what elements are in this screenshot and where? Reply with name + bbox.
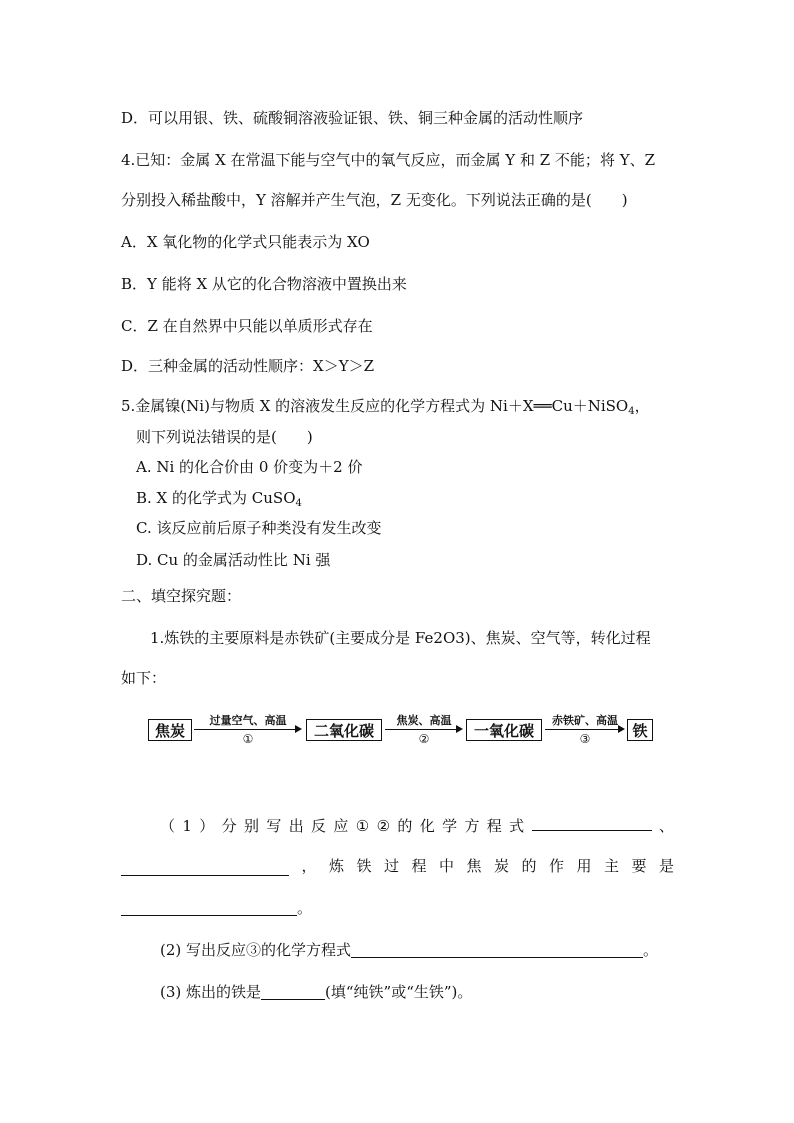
s2-q1-line2: 如下： bbox=[121, 669, 167, 687]
flow-box-co: 一氧化碳 bbox=[466, 719, 542, 741]
flow-box-co2: 二氧化碳 bbox=[306, 719, 382, 741]
flow-box-coke: 焦炭 bbox=[148, 719, 192, 741]
answer-blank-coke-role[interactable] bbox=[121, 901, 297, 916]
q4-option-b: B．Y 能将 X 从它的化合物溶液中置换出来 bbox=[121, 275, 407, 293]
sub-q3: (3) 炼出的铁是 (填“纯铁”或“生铁”)。 bbox=[160, 983, 473, 1001]
sub-q1-line3: 。 bbox=[121, 898, 312, 918]
answer-blank-reaction2[interactable] bbox=[121, 861, 289, 876]
flow-box-iron: 铁 bbox=[627, 719, 653, 741]
q4-option-a: A．X 氧化物的化学式只能表示为 XO bbox=[121, 233, 370, 251]
q4-stem-line2: 分别投入稀盐酸中，Y 溶解并产生气泡，Z 无变化。下列说法正确的是( ) bbox=[121, 191, 628, 209]
q4-stem-line1: 4.已知：金属 X 在常温下能与空气中的氧气反应，而金属 Y 和 Z 不能；将 Y、Z bbox=[121, 151, 656, 169]
q4-option-d: D．三种金属的活动性顺序：X＞Y＞Z bbox=[121, 357, 375, 375]
sub-q2: (2) 写出反应③的化学方程式 。 bbox=[160, 941, 659, 959]
sub-q1-line1: （ 1 ） 分 别 写 出 反 应 ① ② 的 化 学 方 程 式 、 bbox=[160, 817, 674, 835]
q5-option-d: D. Cu 的金属活动性比 Ni 强 bbox=[136, 551, 331, 569]
answer-blank-reaction3[interactable] bbox=[351, 943, 643, 958]
answer-blank-iron-type[interactable] bbox=[261, 985, 325, 1000]
q3-option-d: D．可以用银、铁、硫酸铜溶液验证银、铁、铜三种金属的活动性顺序 bbox=[121, 109, 584, 127]
q5-option-b: B. X 的化学式为 CuSO$_4$ bbox=[136, 489, 302, 509]
q4-option-c: C．Z 在自然界中只能以单质形式存在 bbox=[121, 317, 373, 335]
q5-stem-line1: 5.金属镍(Ni)与物质 X 的溶液发生反应的化学方程式为 Ni＋X══Cu＋NiSO$_4$， bbox=[121, 397, 650, 417]
section2-heading: 二、填空探究题： bbox=[121, 587, 242, 605]
s2-q1-line1: 1.炼铁的主要原料是赤铁矿(主要成分是 Fe2O3)、焦炭、空气等，转化过程 bbox=[150, 629, 651, 647]
ironmaking-flow-diagram: 焦炭 过量空气、高温 ① 二氧化碳 焦炭、高温 ② 一氧化碳 赤铁矿、高温 ③ 铁 bbox=[148, 712, 653, 748]
sub-q1-line2: ， 炼 铁 过 程 中 焦 炭 的 作 用 主 要 是 bbox=[121, 856, 674, 876]
q5-option-c: C. 该反应前后原子种类没有发生改变 bbox=[136, 519, 382, 537]
answer-blank-reaction1[interactable] bbox=[532, 816, 652, 831]
q5-stem-line2: 则下列说法错误的是( ) bbox=[136, 428, 313, 446]
q5-option-a: A. Ni 的化合价由 0 价变为＋2 价 bbox=[136, 458, 363, 476]
